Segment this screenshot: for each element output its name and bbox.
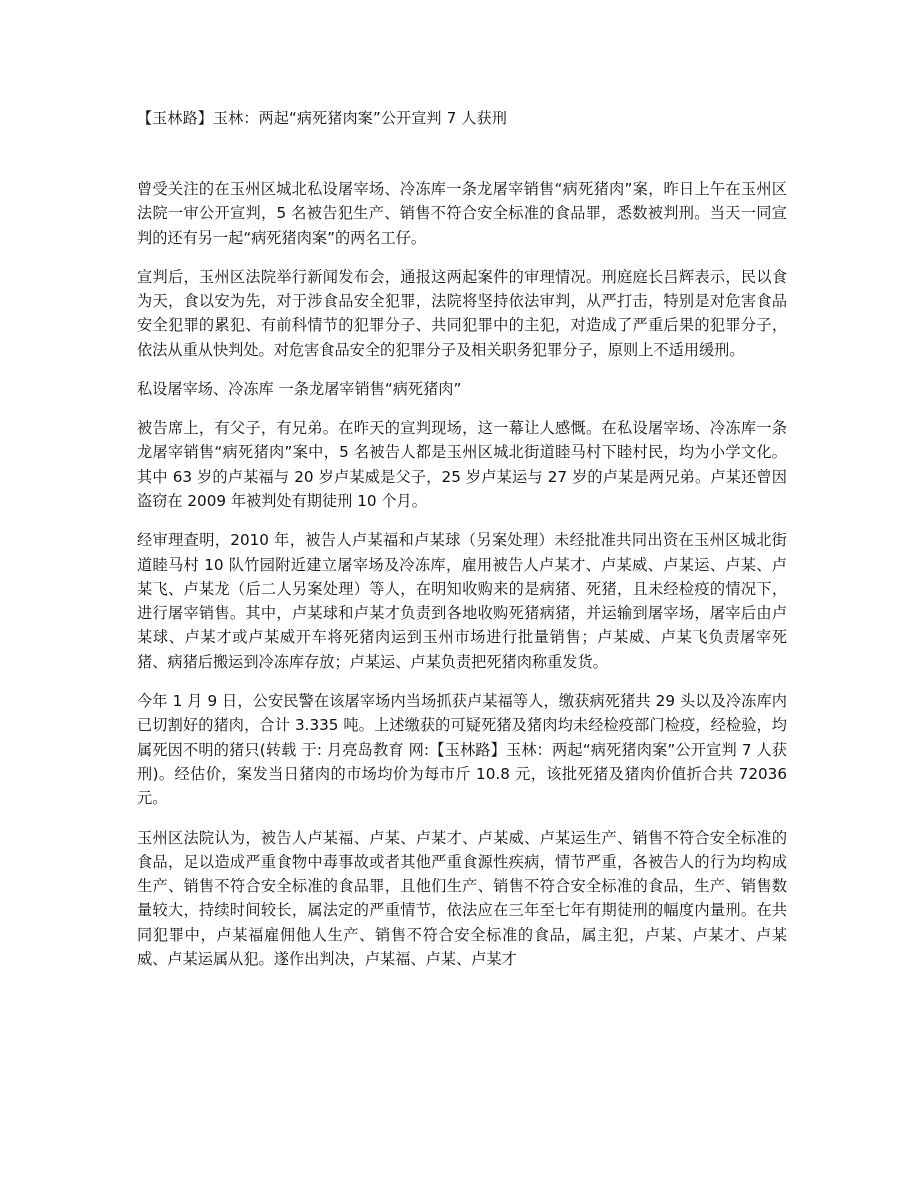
paragraph-press-conference: 宣判后，玉州区法院举行新闻发布会，通报这两起案件的审理情况。刑庭庭长吕辉表示，民以食为天，食以安为先，对于涉食品安全犯罪，法院将坚持依法审判，从严打击，特别是对危害食品安全犯罪的累犯、有前科情节的犯罪分子、共同犯罪中的主犯，对造成了严重后果的犯罪分子，依法从重从快判处。对危害食品安全的犯罪分子及相关职务犯罪分子，原则上不适用缓刑。 — [137, 267, 787, 359]
paragraph-ruling: 玉州区法院认为，被告人卢某福、卢某、卢某才、卢某威、卢某运生产、销售不符合安全标准的食品，足以造成严重食物中毒事故或者其他严重食源性疾病，情节严重，各被告人的行为均构成生产、销售不符合安全标准的食品罪，且他们生产、销售不符合安全标准的食品，生产、销售数量较大，持续时间较长，属法定的严重情节，依法应在三年至七年有期徒刑的幅度内量刑。在共同犯罪中，卢某福雇佣他人生产、销售不符合安全标准的食品，属主犯，卢某、卢某才、卢某威、卢某运属从犯。遂作出判决，卢某福、卢某、卢某才 — [137, 828, 787, 969]
paragraph-seizure: 今年 1 月 9 日，公安民警在该屠宰场内当场抓获卢某福等人，缴获病死猪共 29 头以及冷冻库内已切割好的猪肉，合计 3.335 吨。上述缴获的可疑死猪及猪肉均未经检疫部门检疫，经检验，均属死因不明的猪只(转载 于: 月亮岛教育 网:【玉林路】玉林：两起“病死猪肉案”公开宣判 7 人获刑)。经估价，案发当日猪肉的市场均价为每市斤 10.8 元，该批死猪及猪肉价值折合共 72036 元。 — [137, 692, 787, 808]
paragraph-intro: 曾受关注的在玉州区城北私设屠宰场、冷冻库一条龙屠宰销售“病死猪肉”案，昨日上午在玉州区法院一审公开宣判，5 名被告犯生产、销售不符合安全标准的食品罪，悉数被判刑。当天一同宣判的还有另一起“病死猪肉案”的两名工仔。 — [137, 180, 787, 247]
paragraph-facts: 经审理查明，2010 年，被告人卢某福和卢某球（另案处理）未经批准共同出资在玉州区城北街道睦马村 10 队竹园附近建立屠宰场及冷冻库，雇用被告人卢某才、卢某威、卢某运、卢某、卢某飞、卢某龙（后二人另案处理）等人，在明知收购来的是病猪、死猪，且未经检疫的情况下，进行屠宰销售。其中，卢某球和卢某才负责到各地收购死猪病猪，并运输到屠宰场，屠宰后由卢某球、卢某才或卢某威开车将死猪肉运到玉州市场进行批量销售；卢某威、卢某飞负责屠宰死猪、病猪后搬运到冷冻库存放；卢某运、卢某负责把死猪肉称重发货。 — [137, 531, 787, 671]
document-title: 【玉林路】玉林：两起“病死猪肉案”公开宣判 7 人获刑 — [137, 109, 508, 127]
paragraph-defendants: 被告席上，有父子，有兄弟。在昨天的宣判现场，这一幕让人感慨。在私设屠宰场、冷冻库一条龙屠宰销售“病死猪肉”案中，5 名被告人都是玉州区城北街道睦马村下睦村民，均为小学文化。其中 63 岁的卢某福与 20 岁卢某威是父子，25 岁卢某运与 27 岁的卢某是两兄弟。卢某还曾因盗窃在 2009 年被判处有期徒刑 10 个月。 — [137, 419, 787, 510]
section-subheading: 私设屠宰场、冷冻库 一条龙屠宰销售“病死猪肉” — [137, 380, 462, 399]
document-page — [137, 106, 787, 986]
